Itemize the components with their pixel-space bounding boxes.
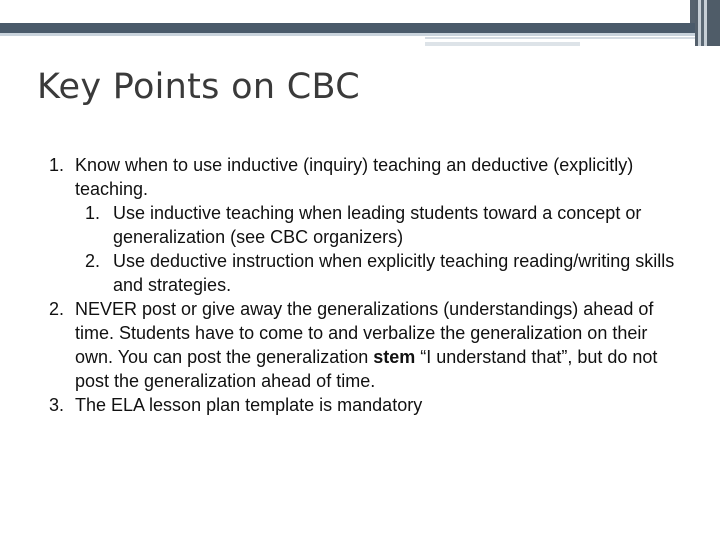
sub-list-item-2 (75, 249, 680, 297)
sub-list (75, 201, 680, 297)
list-item-1 (40, 153, 680, 297)
emphasis-stem: stem (373, 347, 416, 367)
list-item-text (75, 299, 657, 391)
list-item-text-after: “I understand that”, but do not post the generalization ahead of time. (75, 347, 658, 391)
slide-title: Key Points on CBC (37, 67, 360, 107)
header-line-2 (425, 42, 580, 46)
sub-list-item-text: Use inductive teaching when leading students toward a concept or generalization (see CBC organizers) (113, 203, 642, 247)
list-number: 3. (49, 395, 65, 415)
list-item-text-before: NEVER post or give away the generalizations (understandings) ahead of time. Students have to come to and verbalize the generalization on their own. You can post the generalization (75, 299, 654, 367)
sub-list-number: 1. (85, 203, 101, 223)
list-item-2 (40, 297, 680, 393)
list-number: 1. (49, 155, 65, 175)
header-bar (0, 23, 720, 33)
sub-list-item-1 (75, 201, 680, 249)
key-points-list (40, 153, 680, 417)
list-item-3 (40, 393, 680, 417)
list-item-text: The ELA lesson plan template is mandatory (75, 395, 423, 415)
sub-list-number: 2. (85, 251, 101, 271)
header-bar-accent (0, 33, 720, 36)
sub-list-item-text: Use deductive instruction when explicitly teaching reading/writing skills and strategies. (113, 251, 675, 295)
list-number: 2. (49, 299, 65, 319)
list-item-text: Know when to use inductive (inquiry) teaching an deductive (explicitly) teaching. (75, 155, 634, 199)
corner-decoration (695, 0, 720, 46)
header-line-1 (425, 37, 695, 39)
slide-body (40, 153, 680, 417)
